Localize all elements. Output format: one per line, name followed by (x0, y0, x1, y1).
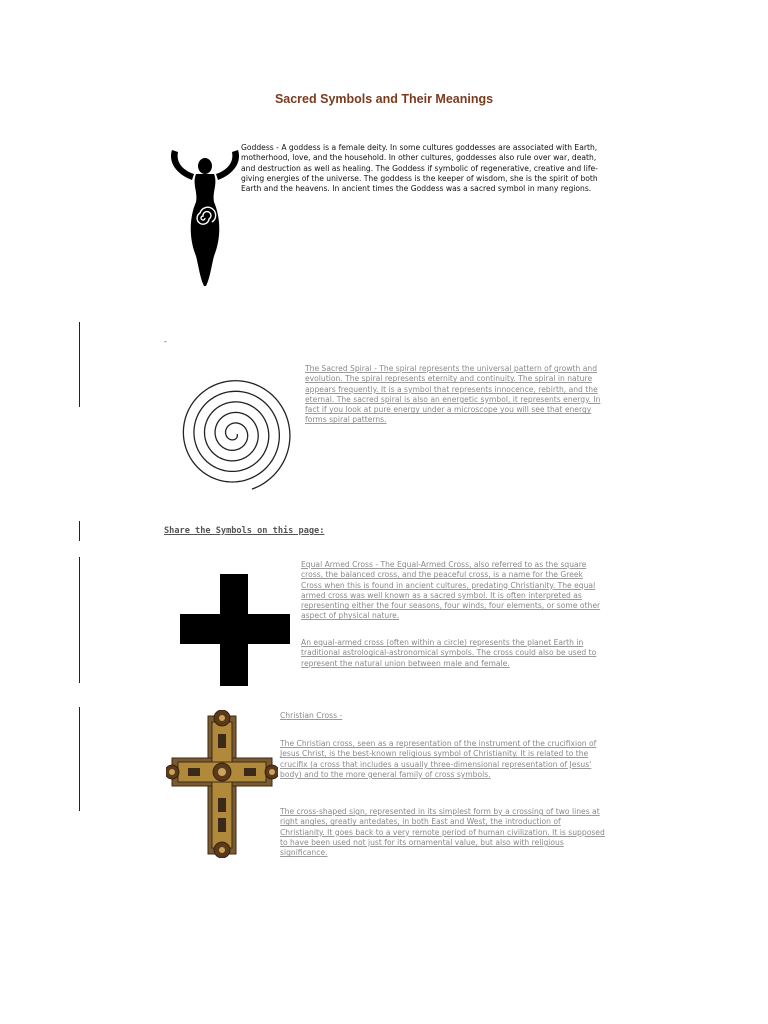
page-title: Sacred Symbols and Their Meanings (274, 92, 494, 106)
christian-cross-icon (166, 710, 278, 858)
equal-cross-description[interactable]: Equal Armed Cross - The Equal-Armed Cross, also referred to as the square cross, the balanced cross, and the peaceful cross, is a name for the Greek Cross when this is found in ancient cultures, predating Christianity. The equal armed cross was well known as a sacred symbol. It is often interpreted as representing either the four seasons, four winds, four elements, or some other aspect of physical nature. (301, 560, 601, 621)
divider-bar (79, 707, 80, 811)
stray-dash: - (164, 337, 167, 346)
christian-cross-description[interactable]: The Christian cross, seen as a representation of the instrument of the crucifixion of Jesus Christ, is the best-known religious symbol of Christianity. It is related to the crucifix (a cross that includes a usually three-dimensional representation of Jesus' body) and to the more general family of cross symbols. (280, 739, 597, 779)
goddess-figure-icon (166, 140, 244, 288)
christian-cross-description-2[interactable]: The cross-shaped sign, represented in its simplest form by a crossing of two lines at right angles, greatly antedates, in both East and West, the introduction of Christianity. It goes back to a very remote period of human civilization. It is supposed to have been used not just for its ornamental value, but also with religious significance. (280, 807, 605, 858)
goddess-description: Goddess - A goddess is a female deity. In some cultures goddesses are associated with Earth, motherhood, love, and the household. In other cultures, goddesses also rule over war, death, and destruction as well as healing. The Goddess if symbolic of regenerative, creative and life-giving energies of the universe. The goddess is the keeper of wisdom, she is the spirit of both Earth and the heavens. In ancient times the Goddess was a sacred symbol in many regions. (241, 143, 598, 194)
share-heading[interactable]: Share the Symbols on this page: (164, 526, 325, 536)
divider-bar (79, 521, 80, 541)
divider-bar (79, 322, 80, 407)
christian-cross-heading[interactable]: Christian Cross - (280, 711, 343, 720)
divider-bar (79, 557, 80, 683)
equal-cross-description-2[interactable]: An equal-armed cross (often within a circle) represents the planet Earth in traditional astrological-astronomical symbols. The cross could also be used to represent the natural union between male and female. (301, 638, 597, 668)
spiral-description[interactable]: The Sacred Spiral - The spiral represents the universal pattern of growth and evolution. The spiral represents eternity and continuity. The spiral in nature appears frequently. It is a symbol that represents innocence, rebirth, and the eternal. The sacred spiral is also an energetic symbol, it represents energy. In fact if you look at pure energy under a microscope you will see that energy forms spiral patterns. (305, 364, 601, 425)
equal-armed-cross-icon (180, 574, 290, 686)
spiral-icon (170, 374, 298, 498)
